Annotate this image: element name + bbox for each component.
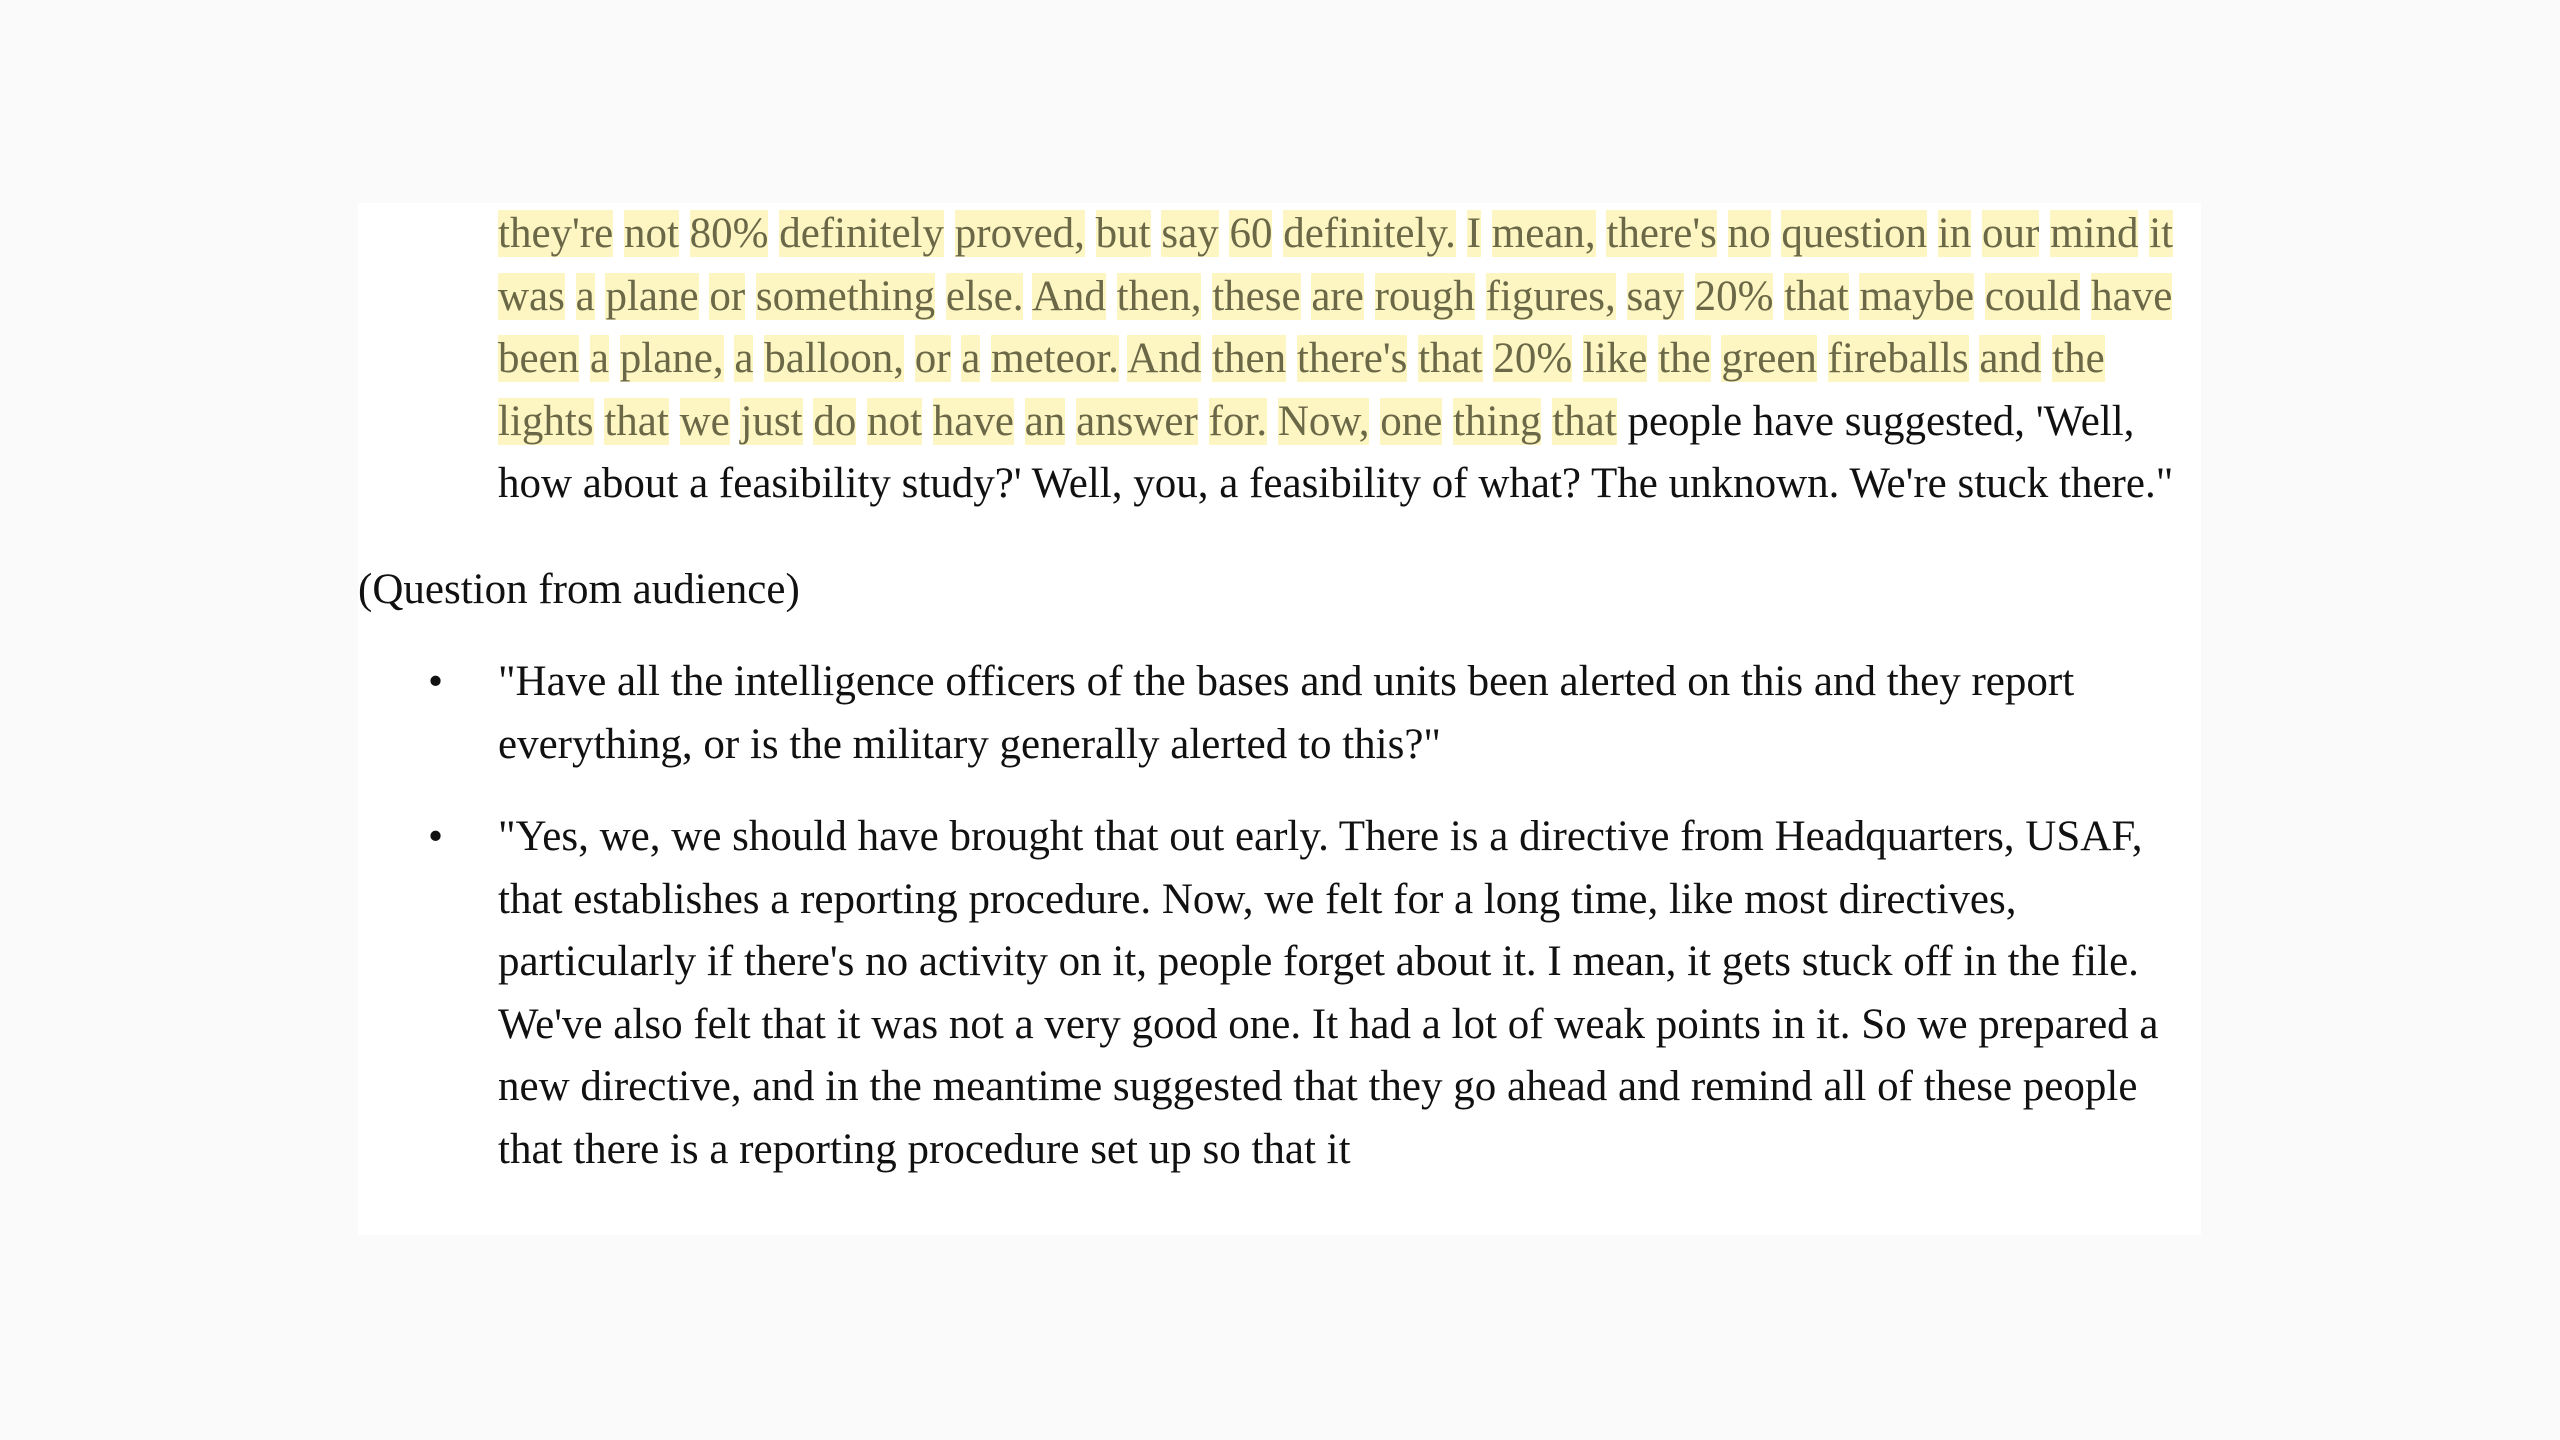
highlighted-word: but xyxy=(1095,210,1151,257)
highlighted-word: we xyxy=(679,397,730,445)
highlighted-word: 20% xyxy=(1694,272,1774,320)
exchange-list xyxy=(358,651,2201,1181)
highlighted-word: lights xyxy=(498,397,594,445)
highlighted-word: a xyxy=(575,272,595,320)
highlighted-word: not xyxy=(623,210,679,257)
highlighted-word: do xyxy=(813,397,857,445)
unhighlighted-passage: people have suggested, 'Well, how about a feasibility study?' Well, you, a feasibility of what? The unknown. We're stuck there." xyxy=(498,397,2174,507)
highlighted-word: in xyxy=(1937,210,1972,257)
highlighted-word: say xyxy=(1161,210,1219,257)
highlighted-word: plane xyxy=(605,272,699,320)
highlighted-word: rough xyxy=(1374,272,1475,320)
highlighted-word: proved, xyxy=(954,210,1085,257)
highlighted-word: that xyxy=(604,397,669,445)
highlighted-word: like xyxy=(1582,335,1648,382)
highlighted-word: 80% xyxy=(689,210,769,257)
highlighted-word: meteor. xyxy=(991,335,1119,382)
highlighted-word: for. xyxy=(1208,397,1268,445)
document-page xyxy=(358,203,2201,1235)
highlighted-word: maybe xyxy=(1859,272,1975,320)
highlighted-word: and xyxy=(1979,335,2042,382)
highlighted-word: a xyxy=(589,335,610,382)
highlighted-word: definitely. xyxy=(1283,210,1456,257)
highlighted-word: mean, xyxy=(1491,210,1596,257)
highlighted-word: there's xyxy=(1296,335,1408,382)
highlighted-word: then xyxy=(1212,335,1287,382)
highlighted-word: just xyxy=(740,397,803,445)
continued-paragraph xyxy=(498,203,2201,516)
highlighted-word: an xyxy=(1024,397,1066,445)
highlighted-word: these xyxy=(1212,272,1301,320)
highlighted-word: And xyxy=(1031,272,1106,320)
highlighted-word: definitely xyxy=(779,210,944,257)
highlighted-word: And xyxy=(1127,335,1202,382)
highlighted-word: that xyxy=(1784,272,1849,320)
question-from-audience-label: (Question from audience) xyxy=(358,565,800,613)
highlighted-word: mind xyxy=(2050,210,2139,257)
highlighted-word: or xyxy=(709,272,746,320)
list-item xyxy=(358,806,2201,1181)
highlighted-word: else. xyxy=(945,272,1024,320)
highlighted-word: there's xyxy=(1606,210,1717,257)
highlighted-word: plane, xyxy=(619,335,724,382)
highlighted-word: it xyxy=(2149,210,2174,257)
highlighted-word: not xyxy=(867,397,923,445)
highlighted-word: have xyxy=(932,397,1014,445)
highlighted-word: have xyxy=(2091,272,2173,320)
list-item xyxy=(358,651,2201,776)
highlighted-word: question xyxy=(1781,210,1928,257)
highlighted-word: thing xyxy=(1453,397,1542,445)
highlighted-word: no xyxy=(1727,210,1771,257)
highlighted-word: green xyxy=(1721,335,1817,382)
highlighted-word: 20% xyxy=(1493,335,1573,382)
highlighted-word: they're xyxy=(498,210,614,257)
highlighted-word: could xyxy=(1984,272,2081,320)
bullet-marker: • xyxy=(428,813,444,860)
bullet-marker: • xyxy=(428,658,444,705)
highlighted-word: 60 xyxy=(1229,210,1273,257)
highlighted-word: a xyxy=(734,335,754,382)
highlighted-word: was xyxy=(498,272,565,320)
highlighted-word: that xyxy=(1418,335,1483,382)
highlighted-word: say xyxy=(1626,272,1684,320)
highlighted-word: the xyxy=(2052,335,2105,382)
highlighted-word: the xyxy=(1658,335,1711,382)
highlighted-word: figures, xyxy=(1485,272,1616,320)
highlighted-word: balloon, xyxy=(764,335,904,382)
document-content xyxy=(358,203,2201,1181)
highlighted-word: then, xyxy=(1116,272,1202,320)
highlighted-word: a xyxy=(961,335,981,382)
highlighted-word: been xyxy=(498,335,580,382)
highlighted-word: one xyxy=(1380,397,1443,445)
highlighted-word: or xyxy=(914,335,951,382)
highlighted-word: answer xyxy=(1076,397,1198,445)
highlighted-word: something xyxy=(755,272,936,320)
highlighted-word: are xyxy=(1311,272,1364,320)
audience-question-text: "Have all the intelligence officers of the bases and units been alerted on this and they report everything, or is the military generally alerted to this?" xyxy=(498,658,2075,768)
highlighted-word: our xyxy=(1981,210,2040,257)
highlighted-word: I xyxy=(1466,210,1482,257)
highlighted-word: Now, xyxy=(1277,397,1370,445)
speaker-answer-text: "Yes, we, we should have brought that out early. There is a directive from Headquarters, USAF, that establishes a reporting procedure. Now, we felt for a long time, like most directives, particularly if there's no activity on it, people forget about it. I mean, it gets stuck off in the file. We've also felt that it was not a very good one. It had a lot of weak points in it. So we prepared a new directive, and in the meantime suggested that they go ahead and remind all of these people that there is a reporting procedure set up so that it xyxy=(498,813,2159,1173)
highlighted-word: that xyxy=(1552,397,1617,445)
highlighted-word: fireballs xyxy=(1827,335,1969,382)
